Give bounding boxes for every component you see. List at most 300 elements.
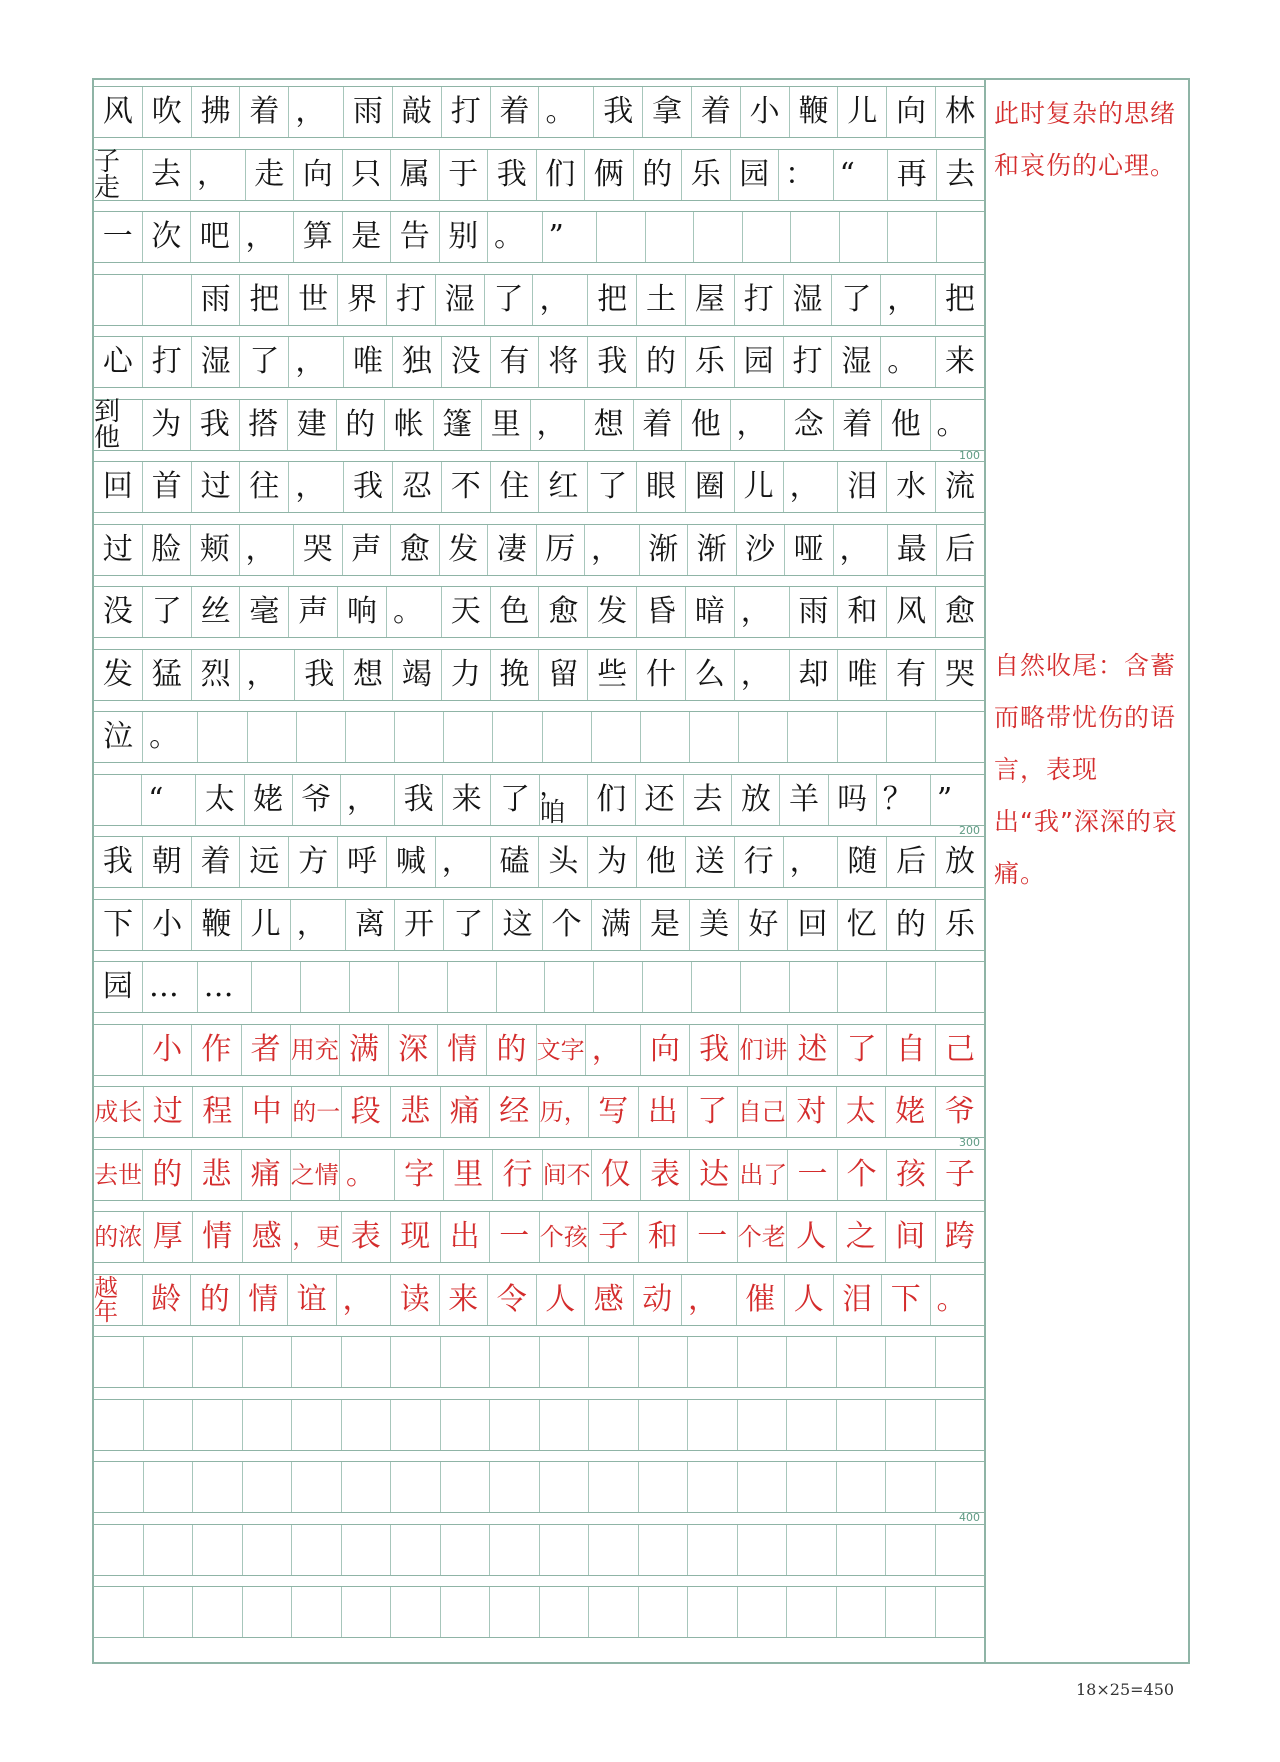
grid-cell: 离 <box>345 900 394 950</box>
grid-cell: 声 <box>342 525 391 575</box>
grid-cell <box>192 1337 242 1387</box>
grid-cell: 仅 <box>591 1150 640 1200</box>
grid-cell: 的一 <box>291 1087 341 1137</box>
grid-cell: 历， <box>539 1087 589 1137</box>
grid-cell: 的 <box>636 337 685 387</box>
grid-cell: … <box>142 962 197 1012</box>
grid-cell <box>689 712 738 762</box>
grid-cell: 猛 <box>142 650 191 700</box>
grid-cell: 土 <box>636 275 685 325</box>
grid-row <box>94 1086 984 1138</box>
grid-cell: 留 <box>538 650 587 700</box>
grid-cell: 龄 <box>142 1275 191 1325</box>
grid-cell: 想 <box>343 650 392 700</box>
grid-cell: ， <box>730 400 785 450</box>
grid-cell: 界 <box>337 275 386 325</box>
grid-cell <box>349 962 398 1012</box>
grid-cell: 的 <box>886 900 935 950</box>
grid-cell: 小 <box>142 1025 191 1075</box>
grid-cell <box>390 1462 440 1512</box>
grid-cell: 乐 <box>935 900 984 950</box>
grid-cell: 后 <box>886 837 935 887</box>
grid-cell: ， <box>190 150 245 200</box>
grid-cell: 的浓 <box>94 1223 143 1251</box>
grid-cell <box>837 712 886 762</box>
grid-cell: ， <box>532 275 587 325</box>
grid-cell: 过 <box>102 531 133 567</box>
grid-cell: 动 <box>633 1275 682 1325</box>
grid-cell: 痛 <box>440 1087 490 1137</box>
grid-cell: 了 <box>142 587 191 637</box>
grid-cell <box>440 1400 490 1450</box>
grid-cell: 心 <box>102 344 133 379</box>
grid-cell <box>489 1525 539 1575</box>
grid-cell: 圈 <box>685 462 734 512</box>
grid-cell: 搭 <box>239 400 288 450</box>
grid-cell: ，更 <box>291 1212 341 1262</box>
grid-cell <box>390 1525 440 1575</box>
grid-cell <box>443 712 492 762</box>
grid-cell: 没 <box>102 594 133 629</box>
grid-row <box>94 461 984 513</box>
grid-cell: 声 <box>288 587 337 637</box>
grid-cell <box>786 1587 836 1637</box>
grid-cell <box>836 1400 886 1450</box>
grid-cell: ， <box>734 650 789 700</box>
grid-cell: 表 <box>640 1150 689 1200</box>
grid-cell: 了 <box>443 900 492 950</box>
grid-cell: 发 <box>102 656 133 692</box>
grid-cell: ， <box>783 462 838 512</box>
grid-cell: 孩 <box>886 1150 935 1200</box>
grid-cell: 湿 <box>435 275 484 325</box>
grid-cell: … <box>197 962 252 1012</box>
grid-cell <box>242 1337 292 1387</box>
grid-cell <box>544 962 593 1012</box>
grid-cell: 和 <box>837 587 886 637</box>
grid-cell <box>542 712 591 762</box>
grid-cell: 。 <box>930 1275 985 1325</box>
grid-cell <box>935 712 984 762</box>
margin-notes-column <box>986 80 1188 1662</box>
grid-cell: 间 <box>885 1212 935 1262</box>
grid-cell <box>143 1587 193 1637</box>
grid-cell: 为 <box>142 400 191 450</box>
grid-cell: 情 <box>437 1025 486 1075</box>
grid-cell: 泪 <box>833 1275 882 1325</box>
grid-cell <box>837 962 886 1012</box>
grid-cell: 己 <box>935 1025 984 1075</box>
grid-cell <box>836 1587 886 1637</box>
grid-cell: 湿 <box>191 337 240 387</box>
grid-cell: 想 <box>584 400 633 450</box>
character-count-marker: 200 <box>959 823 980 837</box>
grid-row <box>94 771 984 828</box>
grid-cell: 世 <box>288 275 337 325</box>
grid-row <box>94 1149 984 1201</box>
grid-cell: 个孩 <box>539 1212 589 1262</box>
grid-cell <box>539 1525 589 1575</box>
grid-cell: 者 <box>241 1025 290 1075</box>
grid-cell: 着 <box>833 400 882 450</box>
grid-cell <box>885 1400 935 1450</box>
grid-cell <box>440 1525 490 1575</box>
grid-cell: 之情 <box>290 1150 339 1200</box>
grid-cell: 跨 <box>935 1212 985 1262</box>
grid-cell <box>143 1462 193 1512</box>
grid-cell: 放 <box>731 775 779 825</box>
grid-cell: 乐 <box>681 150 730 200</box>
grid-row <box>94 336 984 388</box>
grid-cell <box>687 1587 737 1637</box>
grid-cell: 谊 <box>287 1275 336 1325</box>
grid-cell: 却 <box>789 650 838 700</box>
grid-cell <box>935 1337 985 1387</box>
grid-cell: 什 <box>636 650 685 700</box>
grid-cell: 一 <box>787 1150 836 1200</box>
grid-row <box>94 524 984 576</box>
grid-cell: 们 <box>536 150 585 200</box>
grid-cell <box>588 1462 638 1512</box>
grid-cell: 成长 <box>94 1098 143 1126</box>
grid-cell <box>591 712 640 762</box>
grid-cell: 为 <box>587 837 636 887</box>
grid-cell: 于 <box>439 150 488 200</box>
grid-cell: 着 <box>691 87 740 137</box>
grid-cell: 下 <box>103 906 134 942</box>
grid-cell <box>836 1525 886 1575</box>
grid-cell: 我 <box>394 775 442 825</box>
grid-cell <box>296 712 345 762</box>
grid-cell: 鞭 <box>789 87 838 137</box>
grid-cell: 泪 <box>837 462 886 512</box>
grid-cell: 凄 <box>487 525 536 575</box>
grid-cell: 算 <box>293 212 342 262</box>
grid-cell <box>394 712 443 762</box>
grid-cell: 些 <box>587 650 636 700</box>
grid-cell: 之 <box>836 1212 886 1262</box>
grid-cell: 他 <box>881 400 930 450</box>
grid-cell: 作 <box>191 1025 240 1075</box>
grid-cell: 太 <box>195 775 243 825</box>
grid-cell: 唯 <box>837 650 886 700</box>
grid-cell: 爷 <box>292 775 340 825</box>
grid-cell <box>242 1525 292 1575</box>
grid-cell <box>742 212 791 262</box>
grid-cell: ， <box>833 525 888 575</box>
grid-cell: 拿 <box>642 87 691 137</box>
grid-cell: 我 <box>190 400 239 450</box>
grid-cell: 他 <box>636 837 685 887</box>
grid-cell: ， <box>530 400 585 450</box>
grid-cell <box>341 1587 391 1637</box>
grid-row <box>94 899 984 951</box>
grid-cell: “ <box>833 150 888 200</box>
grid-cell <box>638 1337 688 1387</box>
grid-cell: ， <box>239 212 294 262</box>
grid-cell: 竭 <box>392 650 441 700</box>
grid-cell: ， <box>288 87 343 137</box>
grid-cell <box>935 1462 985 1512</box>
grid-cell: 念 <box>784 400 833 450</box>
grid-cell: 发 <box>587 587 636 637</box>
grid-cell: 回 <box>787 900 836 950</box>
grid-cell: 自 <box>886 1025 935 1075</box>
grid-cell <box>300 962 349 1012</box>
grid-cell: 越年 <box>94 1273 118 1326</box>
grid-row <box>94 86 984 138</box>
grid-cell: 园 <box>734 337 783 387</box>
grid-cell: 人 <box>536 1275 585 1325</box>
grid-cell <box>836 1337 886 1387</box>
grid-cell: 催 <box>736 1275 785 1325</box>
grid-cell <box>492 712 541 762</box>
grid-cell: 的 <box>633 150 682 200</box>
grid-cell: 力 <box>441 650 490 700</box>
grid-cell: 沙 <box>736 525 785 575</box>
grid-cell: ， <box>288 337 343 387</box>
grid-cell: 屋 <box>685 275 734 325</box>
grid-cell: 悲 <box>191 1150 240 1200</box>
grid-cell: 没 <box>441 337 490 387</box>
grid-cell <box>691 962 740 1012</box>
grid-cell <box>737 1462 787 1512</box>
grid-cell <box>291 1587 341 1637</box>
grid-cell: ， <box>288 462 343 512</box>
grid-cell: 小 <box>142 900 191 950</box>
grid-cell <box>886 962 935 1012</box>
grid-cell: 属 <box>390 150 439 200</box>
grid-cell: 打 <box>734 275 783 325</box>
grid-cell: 一 <box>489 1212 539 1262</box>
grid-cell: 着 <box>633 400 682 450</box>
grid-cell: 去 <box>142 150 191 200</box>
grid-cell <box>596 212 645 262</box>
grid-cell: 过 <box>143 1087 193 1137</box>
grid-cell: 愈 <box>935 587 984 637</box>
grid-cell: 渐 <box>687 525 736 575</box>
grid-cell: 的 <box>486 1025 535 1075</box>
grid-cell <box>737 1525 787 1575</box>
grid-cell <box>242 1400 292 1450</box>
grid-cell <box>291 1525 341 1575</box>
grid-cell: 是 <box>640 900 689 950</box>
grid-cell: 和 <box>638 1212 688 1262</box>
margin-note-1: 此时复杂的思绪和哀伤的心理。 <box>994 99 1177 180</box>
grid-cell: ， <box>239 525 294 575</box>
grid-cell <box>291 1400 341 1450</box>
grid-cell: 有 <box>490 337 539 387</box>
grid-cell: 园 <box>730 150 779 200</box>
grid-cell: 水 <box>886 462 935 512</box>
grid-cell: 发 <box>439 525 488 575</box>
grid-cell: 姥 <box>244 775 292 825</box>
grid-cell: 回 <box>102 469 133 504</box>
grid-cell: 文字 <box>536 1025 585 1075</box>
grid-cell <box>642 962 691 1012</box>
grid-cell <box>839 212 888 262</box>
grid-cell: 红 <box>538 462 587 512</box>
grid-cell: 里 <box>481 400 530 450</box>
grid-cell <box>242 1462 292 1512</box>
grid-cell: 打 <box>142 337 191 387</box>
grid-cell: 表 <box>341 1212 391 1262</box>
grid-cell: 痛 <box>241 1150 290 1200</box>
grid-cell <box>251 962 300 1012</box>
grid-cell <box>143 1337 193 1387</box>
grid-cell: 了 <box>484 275 533 325</box>
grid-cell: 情 <box>192 1212 242 1262</box>
grid-cell <box>447 962 496 1012</box>
grid-cell <box>638 1525 688 1575</box>
grid-cell <box>94 275 142 325</box>
grid-cell: 雨 <box>789 587 838 637</box>
grid-cell: 昏 <box>636 587 685 637</box>
grid-cell: 。 <box>538 87 593 137</box>
grid-cell <box>539 1587 589 1637</box>
grid-cell: 情 <box>239 1275 288 1325</box>
grid-cell: 烈 <box>191 650 240 700</box>
grid-cell: 向 <box>293 150 342 200</box>
grid-cell: ？ <box>876 775 930 825</box>
grid-cell: ， <box>584 525 639 575</box>
grid-cell: 毫 <box>239 587 288 637</box>
grid-row <box>94 1524 984 1576</box>
grid-cell <box>440 1337 490 1387</box>
grid-cell <box>242 1587 292 1637</box>
grid-cell: 令 <box>487 1275 536 1325</box>
grid-cell: ， <box>239 650 294 700</box>
grid-cell <box>638 1587 688 1637</box>
grid-cell <box>786 1462 836 1512</box>
grid-cell: 帐 <box>384 400 433 450</box>
grid-cell: 响 <box>337 587 386 637</box>
grid-cell: 们 <box>587 775 635 825</box>
grid-cell: 泣 <box>103 719 134 754</box>
grid-cell: 别 <box>439 212 488 262</box>
character-count-marker: 300 <box>959 1136 980 1149</box>
grid-cell: 我 <box>343 462 392 512</box>
grid-cell: 暗 <box>685 587 734 637</box>
grid-cell: 唯 <box>343 337 392 387</box>
grid-cell: ，咱 <box>539 775 587 825</box>
grid-cell: 乐 <box>685 337 734 387</box>
grid-cell <box>341 1462 391 1512</box>
grid-cell: 感 <box>242 1212 292 1262</box>
grid-cell: 个 <box>542 900 591 950</box>
grid-cell <box>390 1337 440 1387</box>
grid-cell: 出了 <box>738 1150 787 1200</box>
grid-cell: 将 <box>538 337 587 387</box>
grid-cell <box>588 1525 638 1575</box>
grid-cell: 有 <box>886 650 935 700</box>
grid-cell: 告 <box>390 212 439 262</box>
grid-cell: 哭 <box>935 650 984 700</box>
grid-cell: 太 <box>836 1087 886 1137</box>
grid-cell: 下 <box>881 1275 930 1325</box>
grid-cell: 么 <box>685 650 734 700</box>
grid-cell: 。 <box>339 1150 394 1200</box>
grid-row <box>94 274 984 326</box>
grid-cell: 哭 <box>293 525 342 575</box>
grid-row <box>94 649 984 701</box>
grid-cell: 林 <box>935 87 984 137</box>
grid-cell <box>341 1525 391 1575</box>
grid-cell <box>489 1337 539 1387</box>
grid-cell: 向 <box>640 1025 689 1075</box>
grid-row <box>94 396 984 453</box>
grid-cell <box>789 962 838 1012</box>
grid-cell: 出 <box>440 1212 490 1262</box>
grid-cell <box>687 1337 737 1387</box>
grid-cell: 头 <box>538 837 587 887</box>
grid-cell <box>640 712 689 762</box>
grid-cell: 送 <box>685 837 734 887</box>
grid-cell: 读 <box>390 1275 439 1325</box>
grid-cell: 再 <box>887 150 936 200</box>
grid-cell: 一 <box>687 1212 737 1262</box>
grid-row <box>94 836 984 888</box>
grid-cell: 脸 <box>142 525 191 575</box>
grid-cell: 去 <box>683 775 731 825</box>
grid-cell: 行 <box>734 837 783 887</box>
grid-cell: 向 <box>886 87 935 137</box>
grid-cell: 来 <box>935 337 984 387</box>
grid-cell: 把 <box>935 275 984 325</box>
grid-cell <box>687 1462 737 1512</box>
grid-cell: 子 <box>588 1212 638 1262</box>
grid-cell: 。 <box>386 587 441 637</box>
grid-cell <box>192 1525 242 1575</box>
grid-cell: 喊 <box>386 837 435 887</box>
grid-cell: 过 <box>191 462 240 512</box>
grid-cell: 深 <box>388 1025 437 1075</box>
grid-row <box>94 1399 984 1451</box>
grid-cell <box>291 1337 341 1387</box>
grid-cell: 羊 <box>779 775 827 825</box>
grid-cell: 子走 <box>94 146 121 203</box>
grid-cell <box>440 1587 490 1637</box>
grid-cell <box>885 1587 935 1637</box>
grid-cell <box>787 712 836 762</box>
grid-cell: 用充 <box>290 1025 339 1075</box>
grid-cell <box>687 1525 737 1575</box>
grid-cell <box>197 712 246 762</box>
grid-cell: 哑 <box>784 525 833 575</box>
grid-cell <box>593 962 642 1012</box>
grid-cell <box>247 712 296 762</box>
grid-cell: 字 <box>394 1150 443 1200</box>
grid-cell: ， <box>880 275 935 325</box>
grid-cell <box>588 1337 638 1387</box>
grid-cell: 着 <box>191 837 240 887</box>
grid-cell: 只 <box>342 150 391 200</box>
grid-cell <box>885 1462 935 1512</box>
grid-cell: 住 <box>490 462 539 512</box>
grid-cell: 我 <box>689 1025 738 1075</box>
grid-row <box>94 146 984 203</box>
grid-cell <box>489 1400 539 1450</box>
grid-cell <box>143 1525 193 1575</box>
grid-cell <box>192 1587 242 1637</box>
grid-row <box>94 1274 984 1326</box>
grid-cell <box>94 1525 143 1575</box>
grid-cell <box>786 1400 836 1450</box>
grid-cell: 厚 <box>143 1212 193 1262</box>
grid-cell: 还 <box>635 775 683 825</box>
grid-cell: 儿 <box>837 87 886 137</box>
grid-cell: 感 <box>584 1275 633 1325</box>
